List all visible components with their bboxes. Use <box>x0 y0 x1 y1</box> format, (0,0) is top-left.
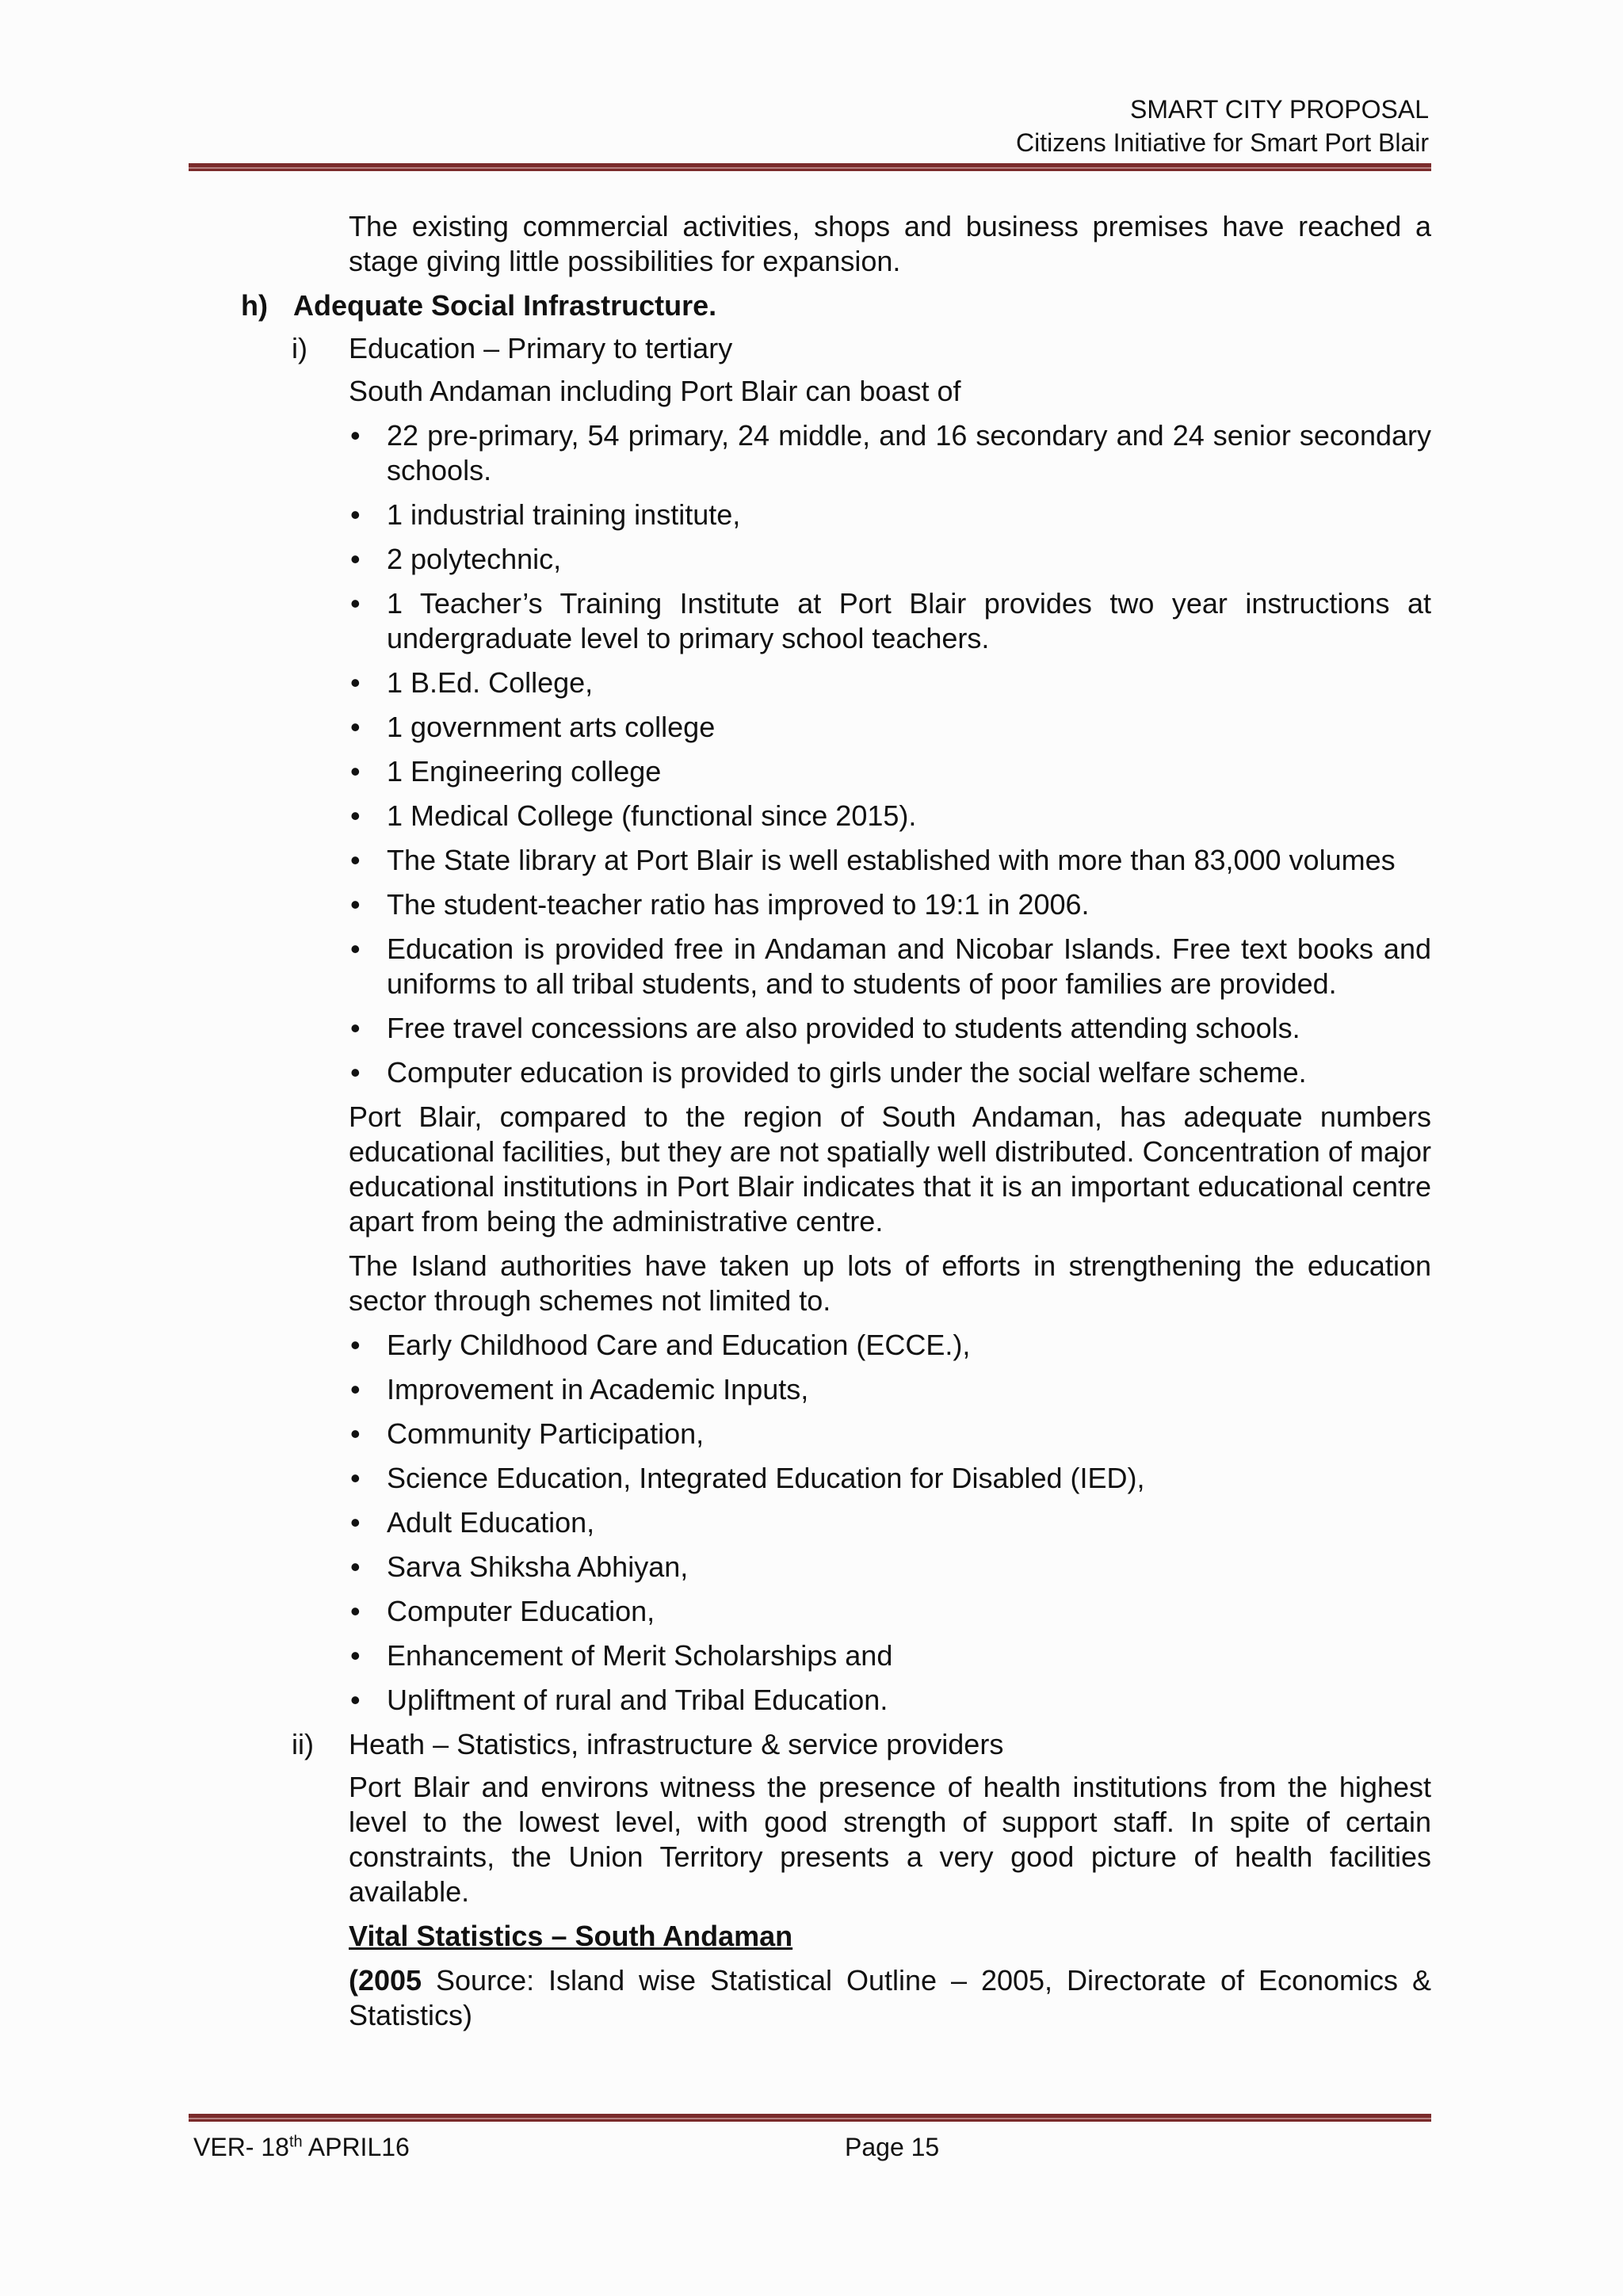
section-label: h) <box>241 289 268 322</box>
list-item <box>349 666 1431 700</box>
bullet-icon: • <box>350 1639 361 1672</box>
subsection-i <box>292 331 1431 366</box>
list-item-text: Science Education, Integrated Education for Disabled (IED), <box>387 1462 1145 1494</box>
list-item-text: Upliftment of rural and Tribal Education. <box>387 1684 888 1716</box>
bullet-icon: • <box>350 1056 361 1089</box>
bullet-icon: • <box>350 1012 361 1044</box>
list-item <box>349 1505 1431 1540</box>
subsection-label: ii) <box>292 1728 314 1760</box>
list-item <box>349 1055 1431 1090</box>
source-text: Source: Island wise Statistical Outline – 2005, Directorate of Economics & Statistics) <box>349 1964 1431 2031</box>
bullet-icon: • <box>350 1329 361 1361</box>
footer-rule <box>189 2114 1431 2122</box>
bullet-icon: • <box>350 933 361 965</box>
version-label: VER- 18th APRIL16 <box>193 2133 410 2161</box>
subsection-label: i) <box>292 332 307 364</box>
list-item-text: 22 pre-primary, 54 primary, 24 middle, and 16 secondary and 24 senior secondary schools. <box>387 419 1431 486</box>
education-paragraph-2: The Island authorities have taken up lots of efforts in strengthening the education sector through schemes not limited to. <box>349 1249 1431 1317</box>
list-item-text: Enhancement of Merit Scholarships and <box>387 1639 893 1672</box>
list-item <box>349 1550 1431 1585</box>
list-item-text: Education is provided free in Andaman and Nicobar Islands. Free text books and uniforms to all tribal students, and to students of poor families are provided. <box>387 933 1431 1000</box>
bullet-icon: • <box>350 498 361 531</box>
bullet-icon: • <box>350 666 361 699</box>
subsection-title: Heath – Statistics, infrastructure & service providers <box>349 1728 1004 1760</box>
list-item <box>349 542 1431 577</box>
bullet-icon: • <box>350 1462 361 1494</box>
bullet-icon: • <box>350 888 361 921</box>
list-item <box>349 887 1431 922</box>
bullet-icon: • <box>350 1506 361 1539</box>
list-item <box>349 1638 1431 1673</box>
page-body <box>189 209 1431 2042</box>
scheme-bullet-list <box>349 1328 1431 1718</box>
list-item-text: Improvement in Academic Inputs, <box>387 1373 809 1405</box>
education-intro: South Andaman including Port Blair can boast of <box>349 375 961 407</box>
list-item <box>349 1372 1431 1407</box>
list-item <box>349 1011 1431 1046</box>
bullet-icon: • <box>350 844 361 876</box>
bullet-icon: • <box>350 543 361 575</box>
list-item <box>349 1328 1431 1363</box>
list-item-text: Community Participation, <box>387 1417 705 1450</box>
list-item <box>349 1594 1431 1629</box>
source-year: (2005 <box>349 1964 422 1997</box>
list-item-text: Sarva Shiksha Abhiyan, <box>387 1550 689 1583</box>
list-item-text: The State library at Port Blair is well established with more than 83,000 volumes <box>387 844 1396 876</box>
bullet-icon: • <box>350 1417 361 1450</box>
bullet-icon: • <box>350 755 361 788</box>
bullet-icon: • <box>350 419 361 452</box>
list-item-text: Computer Education, <box>387 1595 655 1627</box>
bullet-icon: • <box>350 1550 361 1583</box>
header-title: SMART CITY PROPOSAL <box>1130 95 1429 124</box>
list-item-text: 1 Medical College (functional since 2015). <box>387 799 917 832</box>
bullet-icon: • <box>350 587 361 620</box>
list-item-text: 1 B.Ed. College, <box>387 666 594 699</box>
page-number: Page 15 <box>845 2133 940 2161</box>
list-item-text: 1 Teacher’s Training Institute at Port Blair provides two year instructions at undergraduate level to primary school teachers. <box>387 587 1431 654</box>
list-item <box>349 799 1431 833</box>
list-item <box>349 932 1431 1001</box>
education-paragraph-1: Port Blair, compared to the region of South Andaman, has adequate numbers educational facilities, but they are not spatially well distributed. Concentration of major educational institutions in Port Blair indicates that it is an important educational centre apart from being the administrative centre. <box>349 1100 1431 1238</box>
section-title: Adequate Social Infrastructure. <box>293 289 717 322</box>
list-item-text: Computer education is provided to girls under the social welfare scheme. <box>387 1056 1307 1089</box>
section-heading-h <box>241 288 1431 323</box>
source-note <box>349 1963 1431 2033</box>
subsection-title: Education – Primary to tertiary <box>349 332 733 364</box>
list-item-text: 2 polytechnic, <box>387 543 562 575</box>
list-item <box>349 498 1431 532</box>
header-subtitle: Citizens Initiative for Smart Port Blair <box>1015 128 1429 157</box>
list-item-text: Adult Education, <box>387 1506 595 1539</box>
list-item-text: The student-teacher ratio has improved to 19:1 in 2006. <box>387 888 1090 921</box>
list-item <box>349 1417 1431 1451</box>
list-item-text: 1 industrial training institute, <box>387 498 741 531</box>
list-item <box>349 843 1431 878</box>
bullet-icon: • <box>350 711 361 743</box>
bullet-icon: • <box>350 1373 361 1405</box>
list-item <box>349 1461 1431 1496</box>
list-item-text: 1 Engineering college <box>387 755 662 788</box>
list-item <box>349 586 1431 656</box>
list-item <box>349 418 1431 488</box>
subsection-ii <box>292 1727 1431 1762</box>
vital-statistics-heading: Vital Statistics – South Andaman <box>349 1920 793 1952</box>
list-item-text: Free travel concessions are also provided to students attending schools. <box>387 1012 1300 1044</box>
list-item <box>349 1683 1431 1718</box>
education-bullet-list <box>349 418 1431 1090</box>
bullet-icon: • <box>350 1595 361 1627</box>
header-rule <box>189 163 1431 171</box>
list-item-text: 1 government arts college <box>387 711 716 743</box>
list-item <box>349 710 1431 745</box>
list-item-text: Early Childhood Care and Education (ECCE.), <box>387 1329 971 1361</box>
health-paragraph: Port Blair and environs witness the presence of health institutions from the highest level to the lowest level, with good strength of support staff. In spite of certain constraints, the Union Territory presents a very good picture of health facilities available. <box>349 1771 1431 1908</box>
list-item <box>349 754 1431 789</box>
bullet-icon: • <box>350 1684 361 1716</box>
intro-paragraph: The existing commercial activities, shops and business premises have reached a stage giving little possibilities for expansion. <box>349 210 1431 277</box>
bullet-icon: • <box>350 799 361 832</box>
